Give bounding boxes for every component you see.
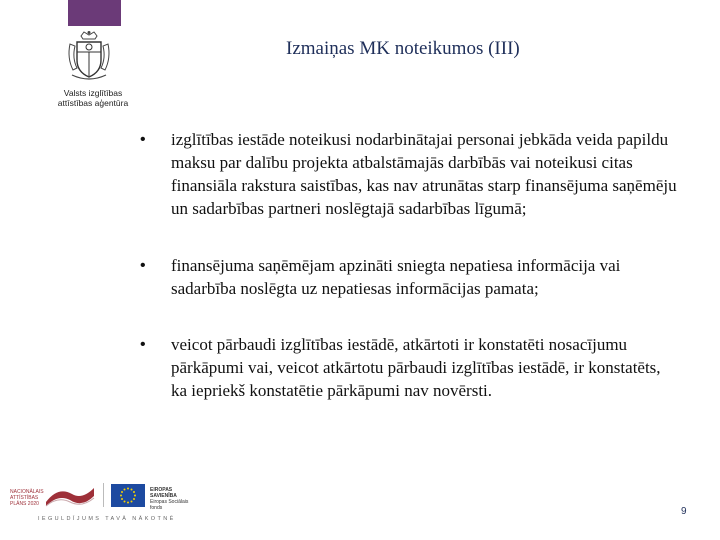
page-number: 9 bbox=[681, 506, 687, 517]
nap-line2: ATTĪSTĪBAS bbox=[10, 495, 39, 501]
bullet-item-2 bbox=[140, 254, 680, 300]
bullet-list bbox=[140, 128, 680, 402]
footer-slogan: IEGULDĪJUMS TAVĀ NĀKOTNĒ bbox=[38, 516, 176, 522]
eu-line1: EIROPAS SAVIENĪBA bbox=[150, 487, 177, 499]
footer-logos bbox=[10, 480, 200, 512]
bullet-text: finansējuma saņēmējam apzināti sniegta nepatiesa informācija vai sadarbība noslēgta uz nepatiesas informācijas pamata; bbox=[171, 256, 621, 298]
nap-line3: PLĀNS 2020 bbox=[10, 501, 39, 507]
bullet-item-1 bbox=[140, 128, 680, 220]
nap-logo-text bbox=[10, 489, 44, 507]
agency-name bbox=[48, 88, 138, 108]
eu-line3: fonds bbox=[150, 505, 163, 511]
slide-title: Izmaiņas MK noteikumos (III) bbox=[286, 38, 520, 59]
bullet-item-3 bbox=[140, 333, 680, 402]
bullet-text: izglītības iestāde noteikusi nodarbinātajai personai jebkāda veida papildu maksu par dalību projekta atbalstāmajās darbībās vai noteikusi citas finansiāla rakstura saistības, kas nav atrunātas starp finansējuma saņēmēju un sadarbības partneri noslēgtajā sadarbības līgumā; bbox=[171, 130, 677, 218]
bullet-symbol: • bbox=[140, 336, 146, 353]
nap-line1: NACIONĀLAIS bbox=[10, 489, 44, 495]
bullet-symbol: • bbox=[140, 257, 146, 274]
eu-flag-icon bbox=[111, 484, 145, 507]
agency-name-line1: Valsts izglītības bbox=[63, 88, 123, 98]
top-accent-bar bbox=[68, 0, 121, 26]
bullet-text: veicot pārbaudi izglītības iestādē, atkārtoti ir konstatēti nosacījumu pārkāpumi vai, veicot atkārtotu pārbaudi izglītības iestādē, ir konstatēts, ka iepriekš konstatētie pārkāpumi nav novērsti. bbox=[171, 335, 661, 400]
nap-wave-icon bbox=[44, 482, 96, 508]
footer-divider bbox=[103, 483, 104, 507]
bullet-symbol: • bbox=[140, 131, 146, 148]
latvia-coat-of-arms-logo bbox=[64, 30, 114, 84]
agency-name-line2: attīstības aģentūra bbox=[57, 98, 129, 108]
eu-line2: Eiropas Sociālais bbox=[150, 499, 189, 505]
eu-text bbox=[150, 487, 198, 511]
